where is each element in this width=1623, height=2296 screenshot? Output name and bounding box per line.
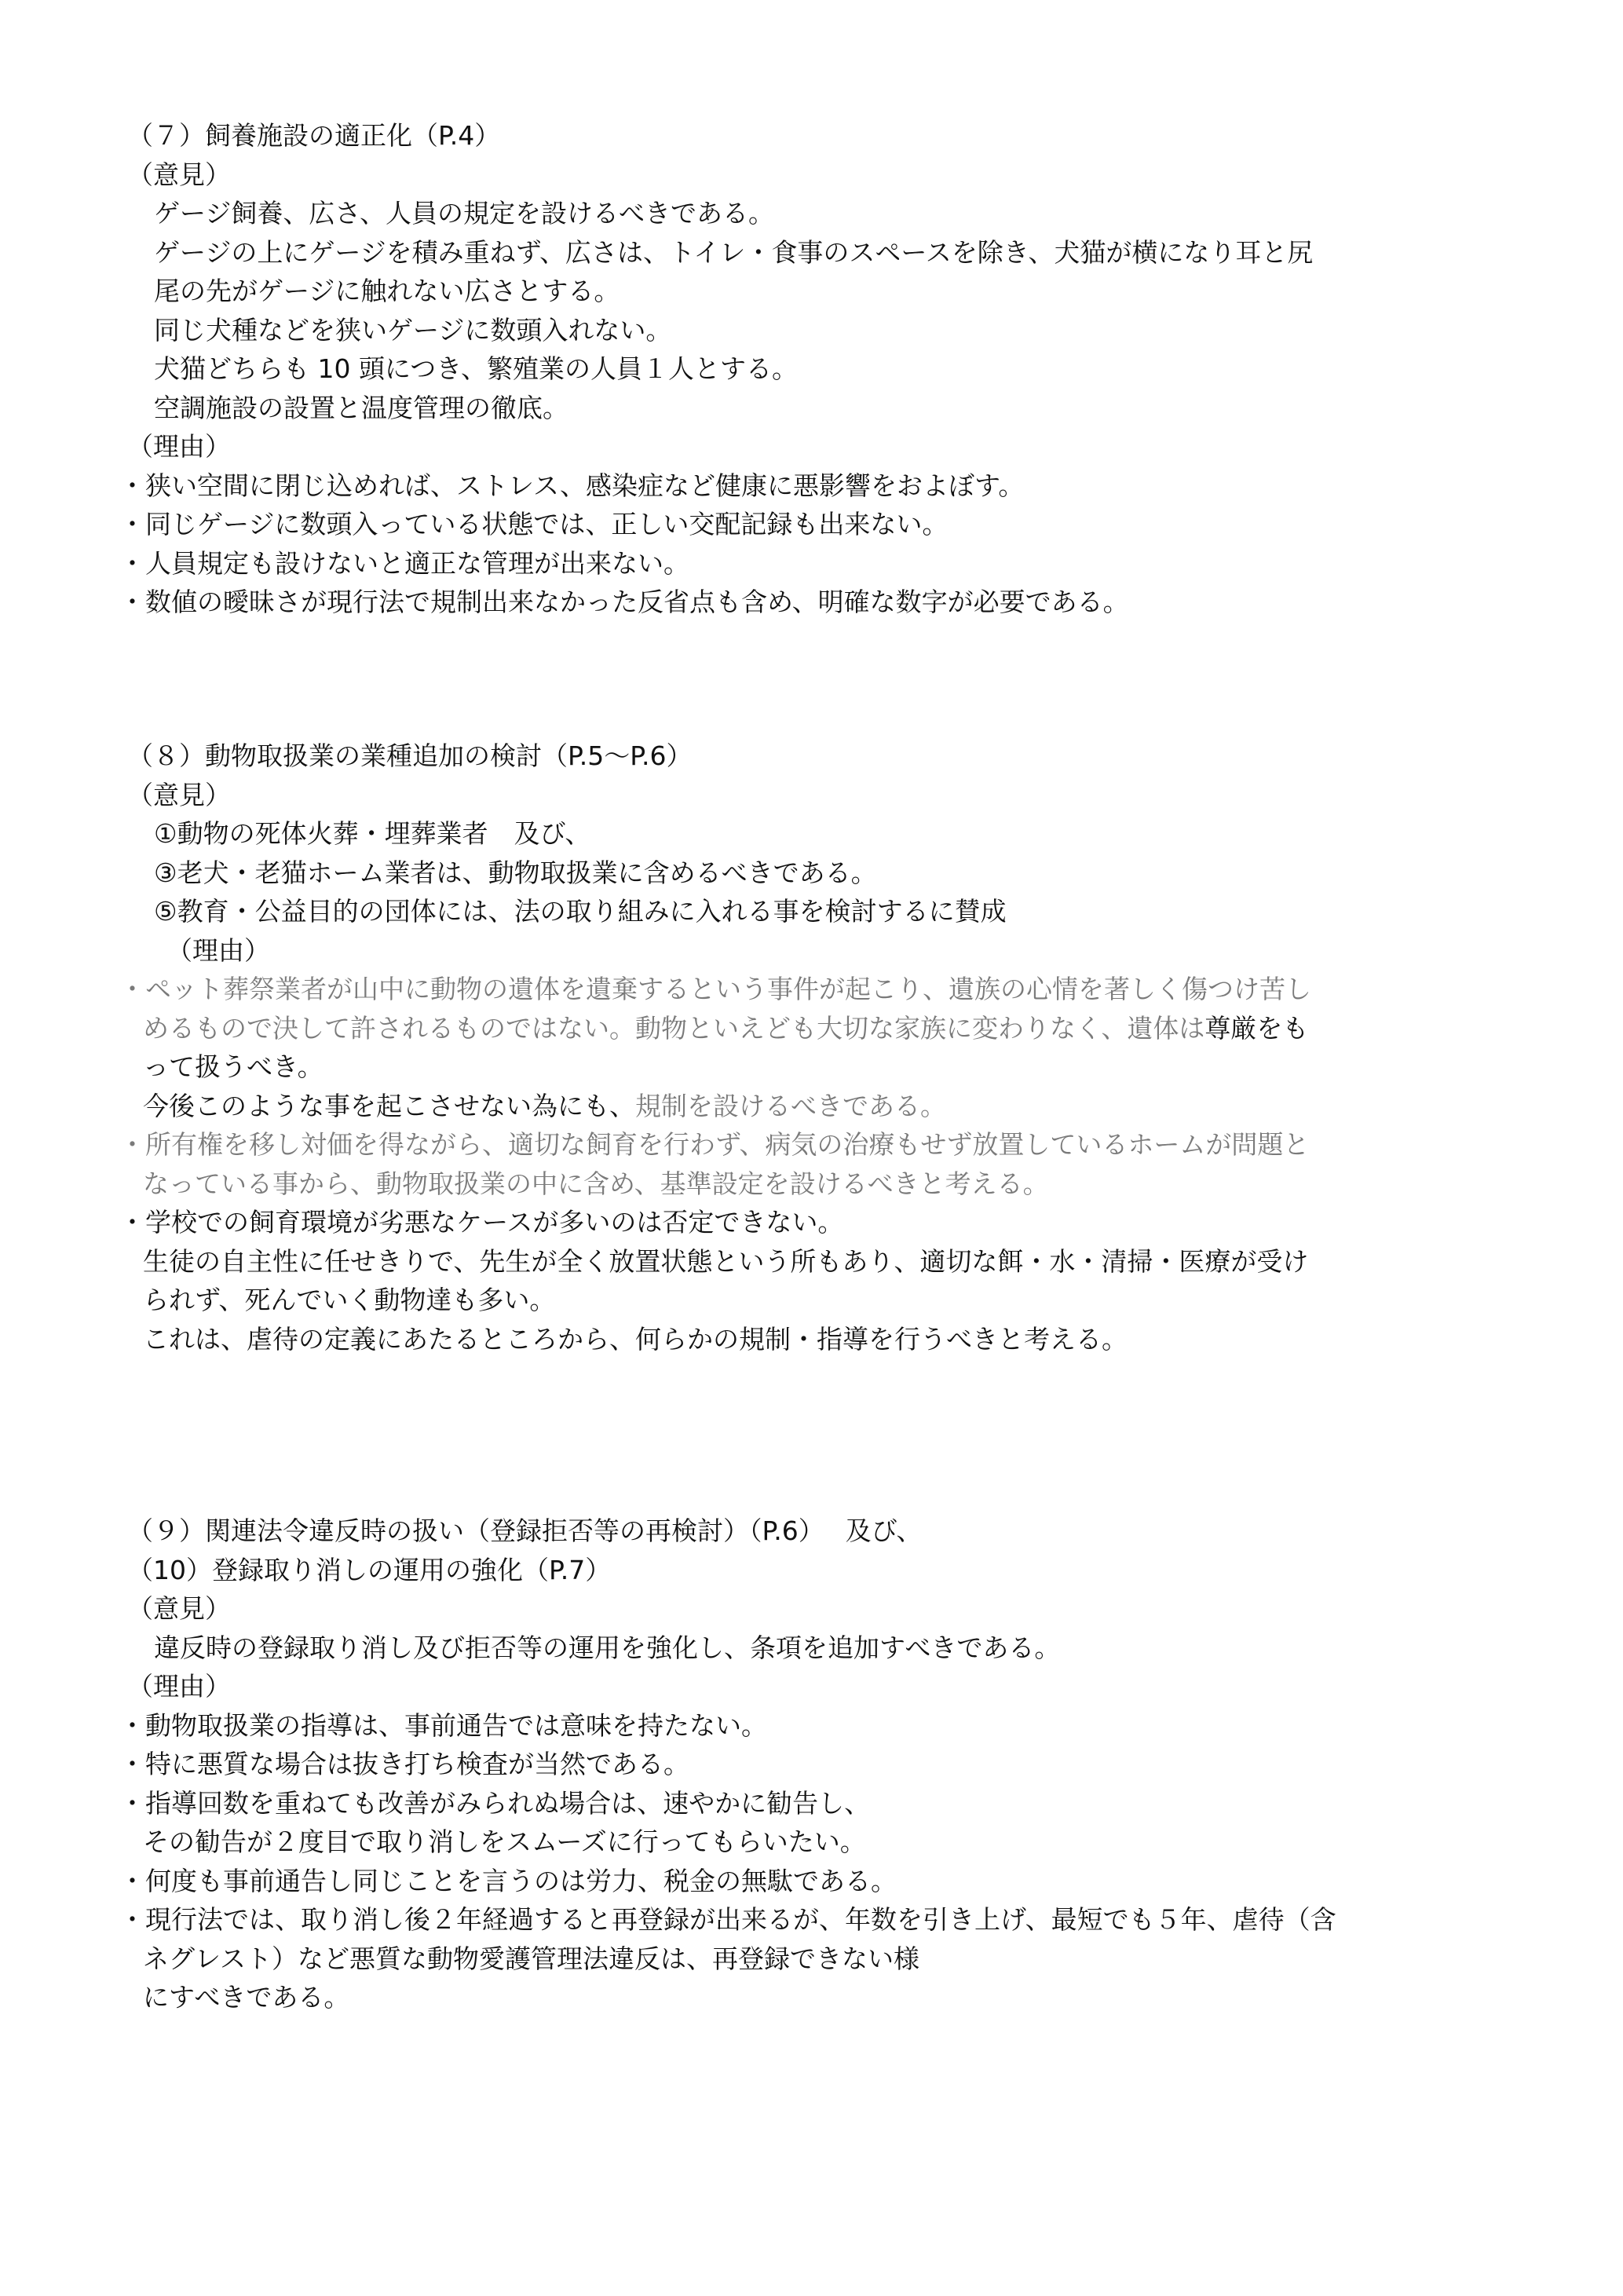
section-8-reason-text: 今後このような事を起こさせない為にも、 <box>143 1090 635 1121</box>
section-7-opinion-line: 空調施設の設置と温度管理の徹底。 <box>154 392 568 423</box>
section-8-reason-continuation: られず、死んでいく動物達も多い。 <box>143 1285 556 1315</box>
section-7-reason-item: ・数値の曖昧さが現行法で規制出来なかった反省点も含め、明確な数字が必要である。 <box>119 587 1129 617</box>
section-9-reason-label: （理由） <box>127 1671 231 1702</box>
section-7-opinion-line: ゲージの上にゲージを積み重ねず、広さは、トイレ・食事のスペースを除き、犬猫が横になり耳と尻 <box>154 236 1314 268</box>
section-9-reason-item: ・特に悪質な場合は抜き打ち検査が当然である。 <box>119 1749 689 1779</box>
section-8-reason-item: ・所有権を移し対価を得ながら、適切な飼育を行わず、病気の治療もせず放置しているホームが問題と <box>119 1129 1310 1160</box>
section-7-reason-label: （理由） <box>127 431 231 462</box>
section-8-reason-text-grey: 規制を設けるべきである。 <box>635 1090 946 1121</box>
section-7 <box>119 116 1533 622</box>
section-9-reason-item: ・動物取扱業の指導は、事前通告では意味を持たない。 <box>119 1709 767 1741</box>
section-8-reason-text: めるもので決して許されるものではない。動物といえども大切な家族に変わりなく、遺体は <box>143 1012 1205 1044</box>
section-7-opinion-line: 同じ犬種などを狭いゲージに数頭入れない。 <box>154 314 672 345</box>
section-9-opinion-line: 違反時の登録取り消し及び拒否等の運用を強化し、条項を追加すべきである。 <box>154 1632 1061 1663</box>
section-8-opinion-line: ⑤教育・公益目的の団体には、法の取り組みに入れる事を検討するに賛成 <box>154 896 1007 927</box>
section-7-reason-item: ・人員規定も設けないと適正な管理が出来ない。 <box>119 547 689 579</box>
section-7-title: （７）飼養施設の適正化（P.4） <box>127 120 501 151</box>
section-7-opinion-label: （意見） <box>127 159 231 190</box>
section-7-opinion-line: 尾の先がゲージに触れない広さとする。 <box>154 276 620 306</box>
section-9-reason-item: ・何度も事前通告し同じことを言うのは労力、税金の無駄である。 <box>119 1865 897 1896</box>
section-8 <box>119 737 1533 1358</box>
section-8-reason-text-emphasis: 尊厳をも <box>1204 1012 1309 1044</box>
section-9-10 <box>119 1512 1533 2017</box>
section-9-reason-continuation: その勧告が２度目で取り消しをスムーズに行ってもらいたい。 <box>143 1826 866 1857</box>
section-7-opinion-line: ゲージ飼養、広さ、人員の規定を設けるべきである。 <box>154 198 775 229</box>
section-7-reason-item: ・同じゲージに数頭入っている状態では、正しい交配記録も出来ない。 <box>119 509 949 539</box>
section-8-title: （８）動物取扱業の業種追加の検討（P.5〜P.6） <box>127 740 693 771</box>
section-8-reason-item: ・ペット葬祭業者が山中に動物の遺体を遺棄するという事件が起こり、遺族の心情を著しく傷つけ苦し <box>119 974 1311 1004</box>
section-8-reason-continuation <box>119 1009 1533 1048</box>
section-9-title: （９）関連法令違反時の扱い（登録拒否等の再検討）（P.6） 及び、 <box>127 1515 923 1546</box>
section-8-opinion-label: （意見） <box>127 779 231 810</box>
section-7-opinion-line: 犬猫どちらも 10 頭につき、繁殖業の人員１人とする。 <box>154 353 798 384</box>
section-8-opinion-line: ①動物の死体火葬・埋葬業者 及び、 <box>154 818 591 849</box>
section-9-opinion-label: （意見） <box>127 1593 231 1624</box>
section-8-reason-continuation: 生徒の自主性に任せきりで、先生が全く放置状態という所もあり、適切な餌・水・清掃・医療が受け <box>143 1245 1309 1277</box>
section-9-reason-item: ・現行法では、取り消し後２年経過すると再登録が出来るが、年数を引き上げ、最短でも５年、虐待（含 <box>119 1904 1336 1935</box>
section-8-reason-item: ・学校での飼育環境が劣悪なケースが多いのは否定できない。 <box>119 1207 844 1238</box>
section-8-reason-continuation: これは、虐待の定義にあたるところから、何らかの規制・指導を行うべきと考える。 <box>143 1323 1128 1355</box>
section-9-reason-continuation: にすべきである。 <box>143 1982 350 2013</box>
section-10-title: （10）登録取り消しの運用の強化（P.7） <box>127 1554 612 1585</box>
section-9-reason-continuation: ネグレスト）など悪質な動物愛護管理法違反は、再登録できない様 <box>143 1943 920 1974</box>
section-8-reason-label: （理由） <box>166 934 270 966</box>
section-9-reason-item: ・指導回数を重ねても改善がみられぬ場合は、速やかに勧告し、 <box>119 1787 871 1819</box>
section-8-opinion-line: ③老犬・老猫ホーム業者は、動物取扱業に含めるべきである。 <box>154 857 877 888</box>
section-8-reason-continuation <box>119 1087 1533 1126</box>
section-7-reason-item: ・狭い空間に閉じ込めれば、ストレス、感染症など健康に悪影響をおよぼす。 <box>119 470 1025 501</box>
section-8-reason-continuation: って扱うべき。 <box>143 1051 324 1082</box>
section-8-reason-continuation: なっている事から、動物取扱業の中に含め、基準設定を設けるべきと考える。 <box>143 1168 1049 1199</box>
